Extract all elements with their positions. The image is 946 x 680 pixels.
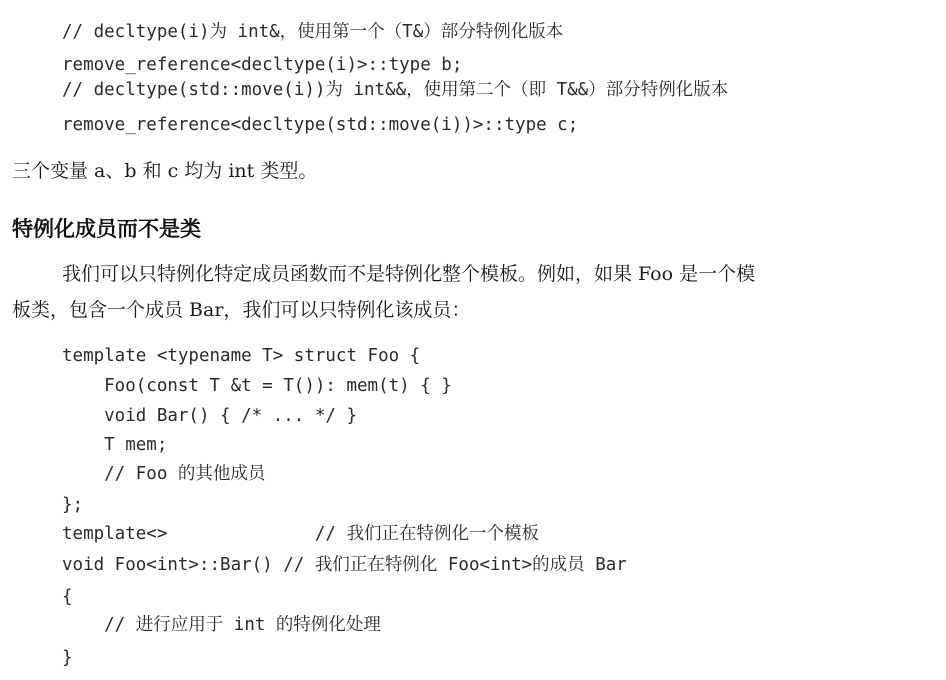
code-comment-line: // decltype(std::move(i))为 int&&，使用第二个（即 T&&）部分特例化版本 [62,80,729,100]
code-line: template <typename T> struct Foo { [62,346,421,366]
paragraph-line: 我们可以只特例化特定成员函数而不是特例化整个模板。例如，如果 Foo 是一个模 [62,263,756,285]
code-comment-line: // Foo 的其他成员 [62,464,266,484]
code-line: remove_reference<decltype(std::move(i))>::type c; [62,115,579,135]
code-line: { [62,587,73,607]
paragraph-line: 板类，包含一个成员 Bar，我们可以只特例化该成员： [12,299,471,321]
code-line: T mem; [62,435,168,455]
summary-text: 三个变量 a、b 和 c 均为 int 类型。 [12,160,318,182]
code-comment-line: // decltype(i)为 int&，使用第一个（T&）部分特例化版本 [62,22,564,42]
code-line: void Bar() { /* ... */ } [62,406,358,426]
code-line: remove_reference<decltype(i)>::type b; [62,55,463,75]
code-line: }; [62,495,84,515]
code-line: template<> // 我们正在特例化一个模板 [62,524,539,544]
code-line: Foo(const T &t = T()): mem(t) { } [62,376,452,396]
code-line: } [62,648,73,668]
code-comment-line: // 进行应用于 int 的特例化处理 [62,615,381,635]
section-heading: 特例化成员而不是类 [12,217,201,241]
code-line: void Foo<int>::Bar() // 我们正在特例化 Foo<int>的成员 Bar [62,555,627,575]
